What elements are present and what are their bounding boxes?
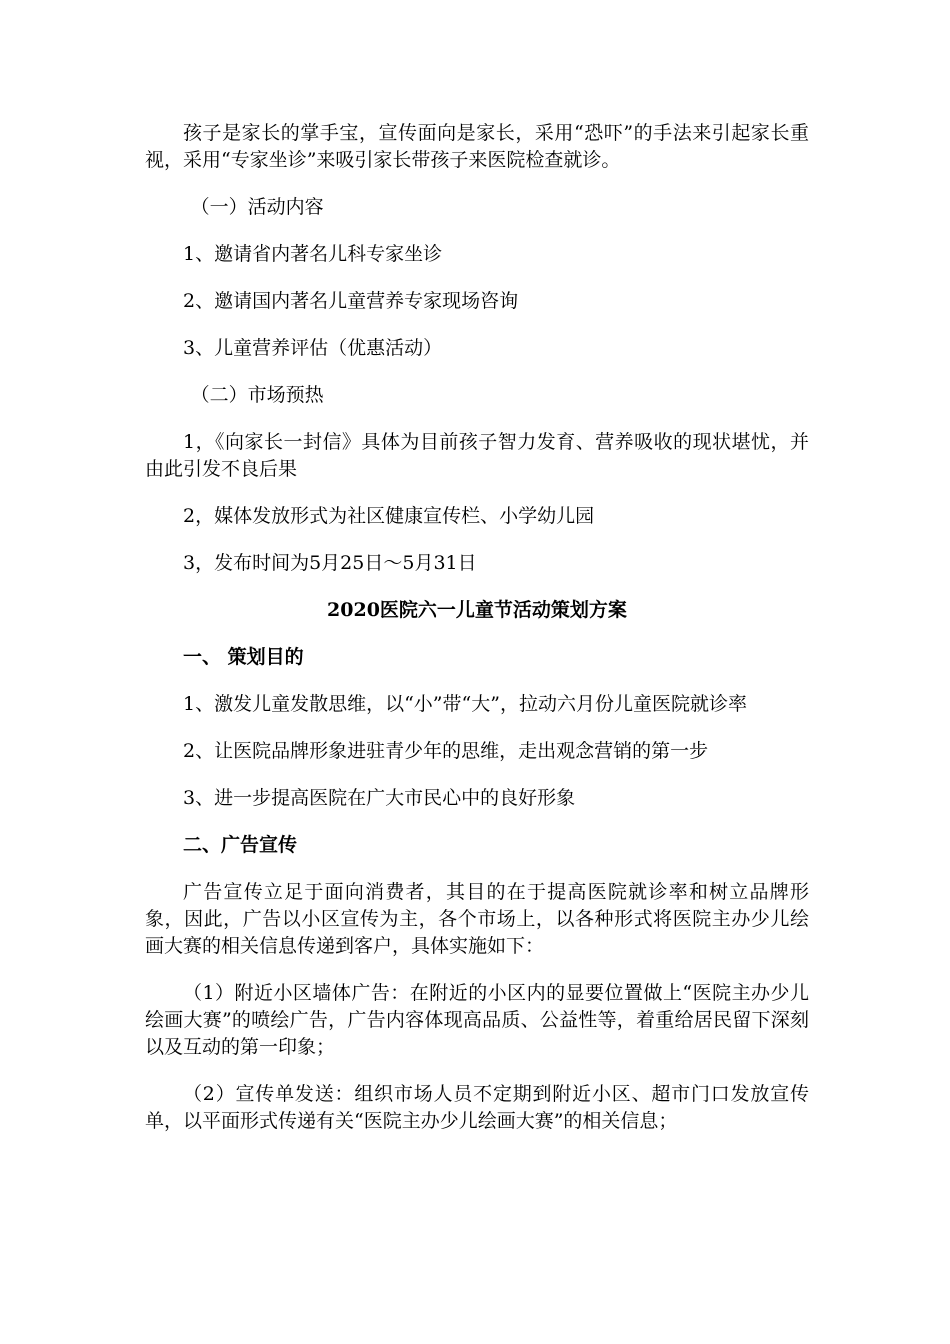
part-one-heading: 一、 策划目的	[183, 646, 304, 668]
part-two-intro: 广告宣传立足于面向消费者，其目的在于提高医院就诊率和树立品牌形象，因此，广告以小区宣传为主，各个市场上，以各种形式将医院主办少儿绘画大赛的相关信息传递到客户，具体实施如下：	[145, 881, 809, 957]
section-one-item: 2、邀请国内著名儿童营养专家现场咨询	[183, 290, 519, 312]
section-one-heading: （一）活动内容	[190, 196, 324, 218]
section-two-item: 1，《向家长一封信》具体为目前孩子智力发育、营养吸收的现状堪忧，并由此引发不良后果	[145, 431, 809, 480]
part-two-item: （2）宣传单发送：组织市场人员不定期到附近小区、超市门口发放宣传单，以平面形式传递有关“医院主办少儿绘画大赛”的相关信息；	[145, 1083, 809, 1132]
document-body	[145, 120, 809, 1155]
section-two-item: 3，发布时间为5月25日～5月31日	[183, 552, 477, 574]
part-one-item: 1、激发儿童发散思维，以“小”带“大”，拉动六月份儿童医院就诊率	[183, 693, 747, 715]
part-two-heading: 二、广告宣传	[183, 834, 298, 856]
section-two-item: 2，媒体发放形式为社区健康宣传栏、小学幼儿园	[183, 505, 595, 527]
part-two-item: （1）附近小区墙体广告：在附近的小区内的显要位置做上“医院主办少儿绘画大赛”的喷绘广告，广告内容体现高品质、公益性等，着重给居民留下深刻以及互动的第一印象；	[145, 982, 809, 1058]
part-one-item: 2、让医院品牌形象进驻青少年的思维，走出观念营销的第一步	[183, 740, 709, 762]
section-one-item: 1、邀请省内著名儿科专家坐诊	[183, 243, 443, 265]
intro-paragraph: 孩子是家长的掌手宝，宣传面向是家长，采用“恐吓”的手法来引起家长重视，采用“专家坐诊”来吸引家长带孩子来医院检查就诊。	[145, 122, 809, 171]
section-two-heading: （二）市场预热	[190, 384, 324, 406]
section-one-item: 3、儿童营养评估（优惠活动）	[183, 337, 443, 359]
part-one-item: 3、进一步提高医院在广大市民心中的良好形象	[183, 787, 576, 809]
document-title: 2020医院六一儿童节活动策划方案	[327, 599, 627, 621]
